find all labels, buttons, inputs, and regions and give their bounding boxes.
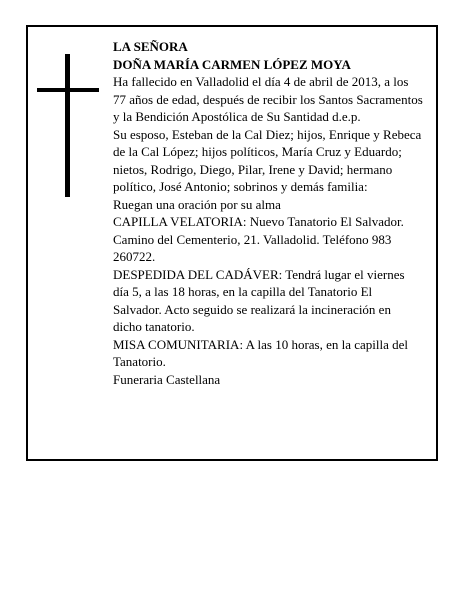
obituary-text: [113, 38, 423, 388]
funeral-home-name: Funeraria Castellana: [113, 371, 221, 387]
farewell-paragraph: DESPEDIDA DEL CADÁVER: Tendrá lugar el viernes día 5, a las 18 horas, en la capilla del Tanatorio El Salvador. Acto seguido se realizará la incineración en dicho tanatorio.: [113, 266, 405, 334]
prayer-request-paragraph: Ruegan una oración por su alma: [113, 196, 281, 212]
mass-paragraph: MISA COMUNITARIA: A las 10 horas, en la capilla del Tanatorio.: [113, 336, 409, 369]
cross-icon: [37, 54, 99, 197]
cross-horizontal-bar: [37, 88, 99, 92]
chapel-paragraph: CAPILLA VELATORIA: Nuevo Tanatorio El Salvador. Camino del Cementerio, 21. Valladolid. Teléfono 983 260722.: [113, 214, 404, 264]
cross-vertical-bar: [65, 54, 70, 197]
family-paragraph: Su esposo, Esteban de la Cal Diez; hijos, Enrique y Rebeca de la Cal López; hijos políticos, María Cruz y Eduardo; nietos, Rodrigo, Diego, Pilar, Irene y David; hermano político, José Antonio; sobrinos y demás familia:: [113, 126, 422, 194]
death-announcement-paragraph: Ha fallecido en Valladolid el día 4 de abril de 2013, a los 77 años de edad, después de recibir los Santos Sacramentos y la Bendición Apostólica de Su Santidad d.e.p.: [113, 74, 423, 124]
deceased-name: DOÑA MARÍA CARMEN LÓPEZ MOYA: [113, 56, 351, 72]
notice-title: LA SEÑORA: [113, 39, 188, 54]
